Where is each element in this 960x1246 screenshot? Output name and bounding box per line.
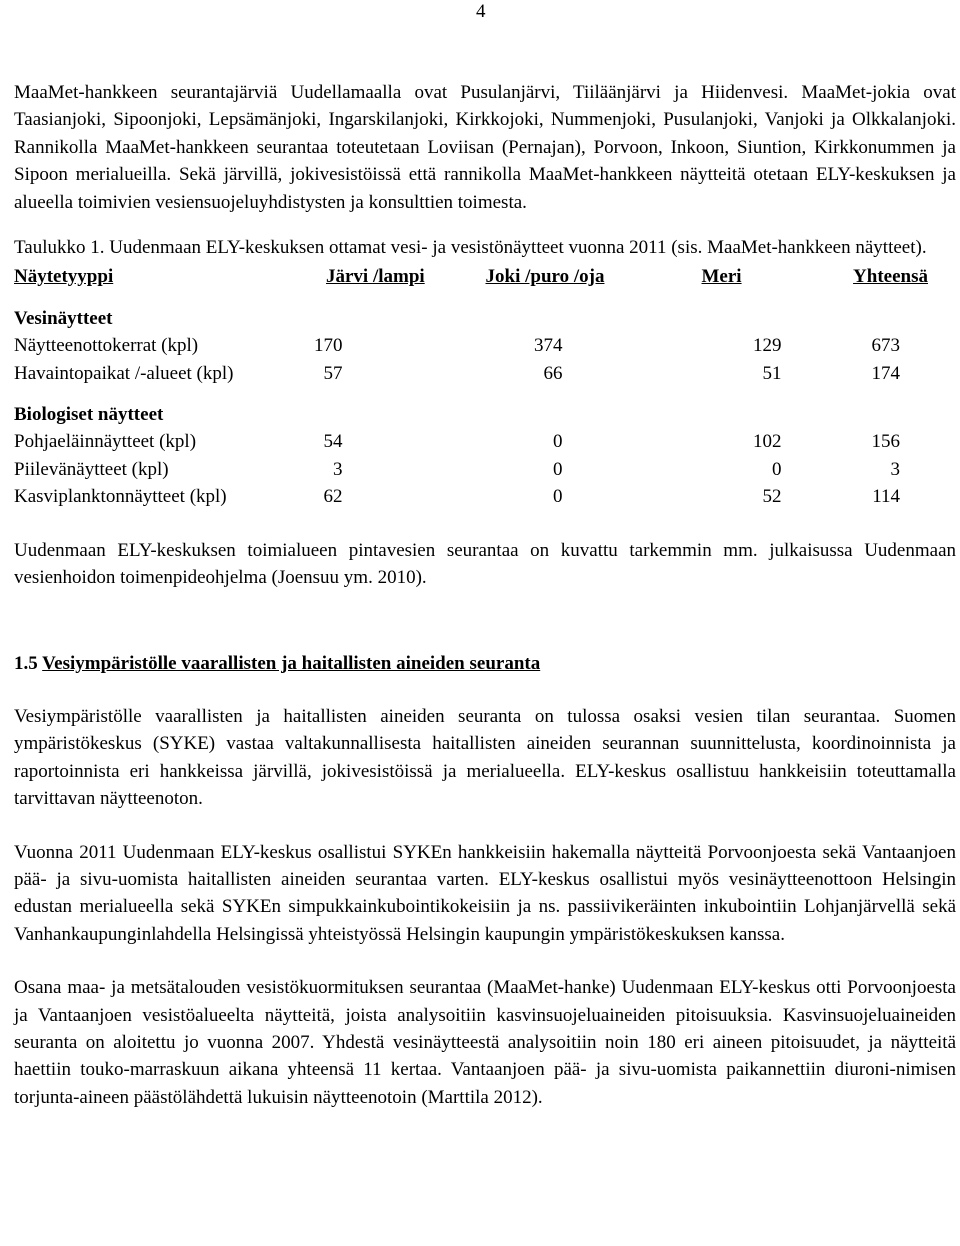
header-river: Joki /puro /oja (485, 266, 605, 288)
cell-lake: 170 (314, 335, 343, 357)
cell-lake: 54 (323, 431, 343, 453)
table-row (14, 483, 928, 510)
page-content (14, 79, 956, 1111)
table-caption: Taulukko 1. Uudenmaan ELY-keskuksen ottamat vesi- ja vesistönäytteet vuonna 2011 (sis. MaaMet-hankkeen näytteet). (14, 237, 927, 259)
header-sample-type: Näytetyyppi (14, 266, 114, 288)
cell-river: 0 (553, 458, 563, 480)
table-group-row (14, 387, 928, 428)
row-label: Piilevänäytteet (kpl) (14, 458, 169, 480)
cell-total: 174 (871, 362, 900, 384)
section-number: 1.5 (14, 652, 38, 674)
samples-table (14, 263, 928, 510)
cell-total: 673 (871, 335, 900, 357)
cell-lake: 57 (323, 362, 343, 384)
row-label: Näytteenottokerrat (kpl) (14, 335, 199, 357)
body-paragraph: Vesiympäristölle vaarallisten ja haitallisten aineiden seuranta on tulossa osaksi vesien tilan seurantaa. Suomen ympäristökeskus (SYKE) vastaa valtakunnallisesta haitallisten aineiden seurannan suunnittelusta, koordinoinnista ja raportoinnista eri hankkeissa järvillä, jokivesistöissä ja merialueella. ELY-keskus osallistuu hankkeisiin toteuttamalla tarvittavan näytteenoton. (14, 705, 956, 810)
section-heading (14, 650, 956, 677)
table-row (14, 456, 928, 483)
cell-total: 3 (890, 458, 900, 480)
cell-sea: 102 (753, 431, 782, 453)
header-lake: Järvi /lampi (326, 266, 425, 288)
header-sea: Meri (701, 266, 742, 288)
table-row (14, 360, 928, 387)
table-row (14, 428, 928, 455)
body-paragraph: Vuonna 2011 Uudenmaan ELY-keskus osallistui SYKEn hankkeisiin hakemalla näytteitä Porvoonjoesta sekä Vantaanjoen pää- ja sivu-uomista haitallisten aineiden seurantaa varten. ELY-keskus osallistui myös vesinäytteenottoon Helsingin edustan merialueella sekä SYKEn simpukkainkubointikokeisiin ja ns. passiivikeräinten inkubointiin Lohjanjärvellä sekä Vanhankaupunginlahdella Helsingissä yhteistyössä Helsingin kaupungin ympäristökeskuksen kanssa. (14, 841, 956, 945)
group-title: Vesinäytteet (14, 307, 113, 329)
section-title: Vesiympäristölle vaarallisten ja haitallisten aineiden seuranta (42, 652, 541, 674)
body-paragraph: Osana maa- ja metsätalouden vesistökuormituksen seurantaa (MaaMet-hanke) Uudenmaan ELY-keskus otti Porvoonjoesta ja Vantaanjoen vesistöalueelta näytteitä, joista analysoitiin kasvinsuojeluaineiden pitoisuuksia. Kasvinsuojeluaineiden seuranta on aloitettu jo vuonna 2007. Yhdestä vesinäytteestä analysoitiin noin 180 eri aineen pitoisuudet, ja näytteitä haettiin touko-marraskuun aikana yhteensä 11 kertaa. Vantaanjoen pää- ja sivu-uomista paikannettiin diuroni-nimisen torjunta-aineen päästölähdettä lukuisin näytteenotoin (Marttila 2012). (14, 977, 956, 1108)
cell-lake: 62 (323, 486, 343, 508)
page-number: 4 (476, 1, 486, 22)
cell-sea: 52 (762, 486, 782, 508)
group-title: Biologiset näytteet (14, 404, 164, 426)
row-label: Havaintopaikat /-alueet (kpl) (14, 362, 234, 384)
header-total: Yhteensä (853, 266, 928, 288)
cell-river: 0 (553, 486, 563, 508)
cell-total: 114 (872, 486, 900, 508)
table-header-row (14, 263, 928, 290)
cell-river: 374 (534, 335, 563, 357)
row-label: Pohjaeläinnäytteet (kpl) (14, 431, 197, 453)
table-row (14, 332, 928, 359)
row-label: Kasviplanktonnäytteet (kpl) (14, 486, 227, 508)
cell-river: 0 (553, 431, 563, 453)
cell-sea: 51 (762, 362, 782, 384)
table-group-row (14, 291, 928, 332)
intro-paragraph: MaaMet-hankkeen seurantajärviä Uudellamaalla ovat Pusulanjärvi, Tiiläänjärvi ja Hiidenvesi. MaaMet-jokia ovat Taasianjoki, Sipoonjoki, Lepsämänjoki, Ingarskilanjoki, Kirkkojoki, Nummenjoki, Pusulanjoki, Vanjoki ja Olkkalanjoki. Rannikolla MaaMet-hankkeen seurantaa toteutetaan Loviisan (Pernajan), Porvoon, Inkoon, Siuntion, Kirkkonummen ja Sipoon merialueilla. Sekä järvillä, jokivesistöissä että rannikolla MaaMet-hankkeen näytteitä otetaan ELY-keskuksen ja alueella toimivien vesiensuojeluyhdistysten ja konsulttien toimesta. (14, 82, 956, 213)
cell-sea: 129 (753, 335, 782, 357)
reference-paragraph: Uudenmaan ELY-keskuksen toimialueen pintavesien seurantaa on kuvattu tarkemmin mm. julkaisussa Uudenmaan vesienhoidon toimenpideohjelma (Joensuu ym. 2010). (14, 539, 956, 589)
cell-total: 156 (871, 431, 900, 453)
cell-lake: 3 (333, 458, 343, 480)
cell-river: 66 (543, 362, 563, 384)
cell-sea: 0 (772, 458, 782, 480)
